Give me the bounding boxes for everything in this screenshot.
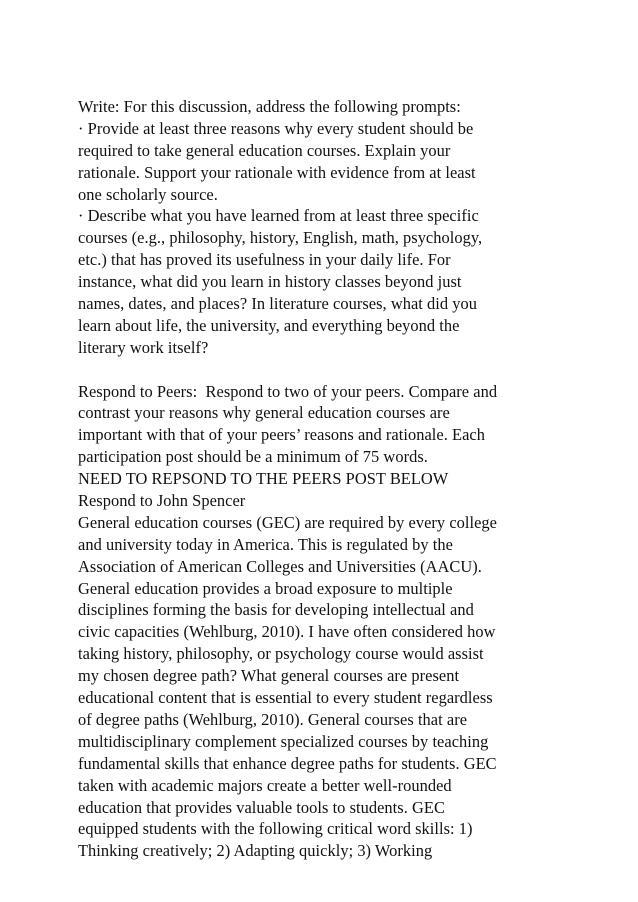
document-line: Respond to Peers: Respond to two of your peers. Compare and: [78, 381, 498, 401]
document-line: education that provides valuable tools to students. GEC: [78, 797, 445, 817]
document-line: civic capacities (Wehlburg, 2010). I have often considered how: [78, 622, 496, 642]
document-line: my chosen degree path? What general courses are present: [78, 666, 460, 686]
document-line: · Provide at least three reasons why every student should be: [78, 118, 474, 138]
document-line: rationale. Support your rationale with evidence from at least: [78, 162, 476, 182]
document-line: multidisciplinary complement specialized courses by teaching: [78, 731, 489, 751]
document-line: educational content that is essential to every student regardless: [78, 688, 493, 708]
document-line: taking history, philosophy, or psychology course would assist: [78, 644, 484, 664]
document-line: required to take general education courses. Explain your: [78, 140, 451, 160]
document-line: learn about life, the university, and everything beyond the: [78, 315, 460, 335]
document-line: instance, what did you learn in history classes beyond just: [78, 272, 462, 292]
document-line: Thinking creatively; 2) Adapting quickly; 3) Working: [78, 841, 433, 861]
document-line: [78, 359, 578, 381]
document-line: NEED TO REPSOND TO THE PEERS POST BELOW: [78, 469, 449, 489]
document-line: one scholarly source.: [78, 184, 218, 204]
document-line: · Describe what you have learned from at least three specific: [78, 206, 479, 226]
document-line: and university today in America. This is regulated by the: [78, 534, 453, 554]
document-line: literary work itself?: [78, 337, 209, 357]
document-line: etc.) that has proved its usefulness in your daily life. For: [78, 250, 451, 270]
document-line: Association of American Colleges and Universities (AACU).: [78, 556, 482, 576]
document-line: General education provides a broad exposure to multiple: [78, 578, 453, 598]
document-line: fundamental skills that enhance degree paths for students. GEC: [78, 753, 497, 773]
document-line: disciplines forming the basis for developing intellectual and: [78, 600, 474, 620]
document-line: taken with academic majors create a better well-rounded: [78, 775, 452, 795]
document-line: participation post should be a minimum of 75 words.: [78, 447, 428, 467]
document-line: General education courses (GEC) are required by every college: [78, 512, 497, 532]
document-line: courses (e.g., philosophy, history, English, math, psychology,: [78, 228, 483, 248]
document-body: [78, 96, 578, 862]
document-line: equipped students with the following critical word skills: 1): [78, 819, 473, 839]
document-line: important with that of your peers’ reasons and rationale. Each: [78, 425, 485, 445]
document-line: Write: For this discussion, address the following prompts:: [78, 97, 461, 116]
document-line: Respond to John Spencer: [78, 491, 246, 511]
document-line: contrast your reasons why general education courses are: [78, 403, 450, 423]
document-line: names, dates, and places? In literature courses, what did you: [78, 294, 478, 314]
document-line: of degree paths (Wehlburg, 2010). General courses that are: [78, 709, 468, 729]
